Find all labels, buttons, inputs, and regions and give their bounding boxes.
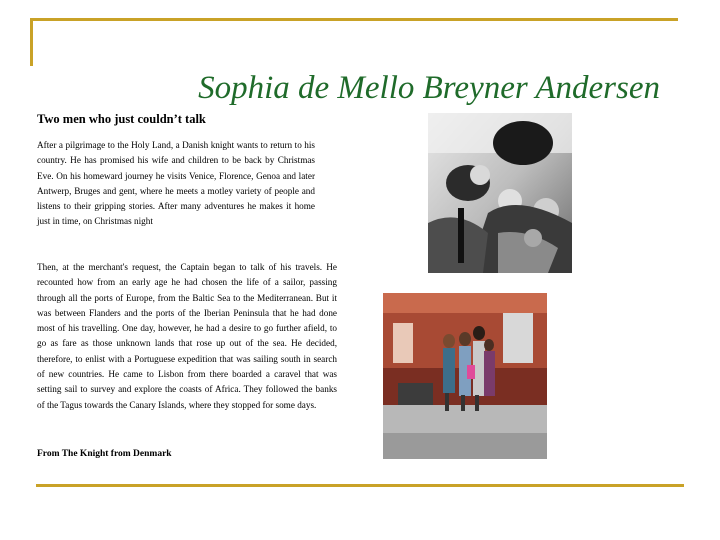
children-photo (428, 113, 572, 273)
slide-title: Sophia de Mello Breyner Andersen (198, 70, 660, 106)
frame-bottom-line (36, 484, 684, 487)
excerpt-paragraph: Then, at the merchant's request, the Captain began to talk of his travels. He recounted how from an early age he had chosen the life of a sailor, passing through all the ports of Europe, from the Baltic Sea to the Mediterranean. But it was between Flanders and the ports of the Iberian Peninsula that he had done most of his travelling. One day, however, he had a desire to go further afield, to go as fare as those unknown lands that rose up out of the sea. He decided, therefore, to enlist with a Portuguese expedition that was sailing south in search of new countries. He came to Lisbon from there boarded a caravel that was setting sail to survey and explore the coasts of Africa. They followed the banks of the Tagus towards the Canary Islands, where they stopped for some days. (37, 262, 337, 410)
frame-left-line (30, 18, 33, 66)
slide-subtitle: Two men who just couldn’t talk (37, 112, 206, 126)
group-photo (383, 293, 547, 459)
source-citation: From The Knight from Denmark (37, 449, 172, 459)
summary-paragraph: After a pilgrimage to the Holy Land, a Danish knight wants to return to his country. He has promised his wife and children to be back by Christmas Eve. On his homeward journey he visits Venice, Florence, Genoa and later Antwerp, Bruges and gent, where he meets a motley variety of people and listens to their gripping stories. After many adventures he makes it home just in time, on Christmas night (37, 140, 315, 227)
frame-top-line (30, 18, 678, 21)
